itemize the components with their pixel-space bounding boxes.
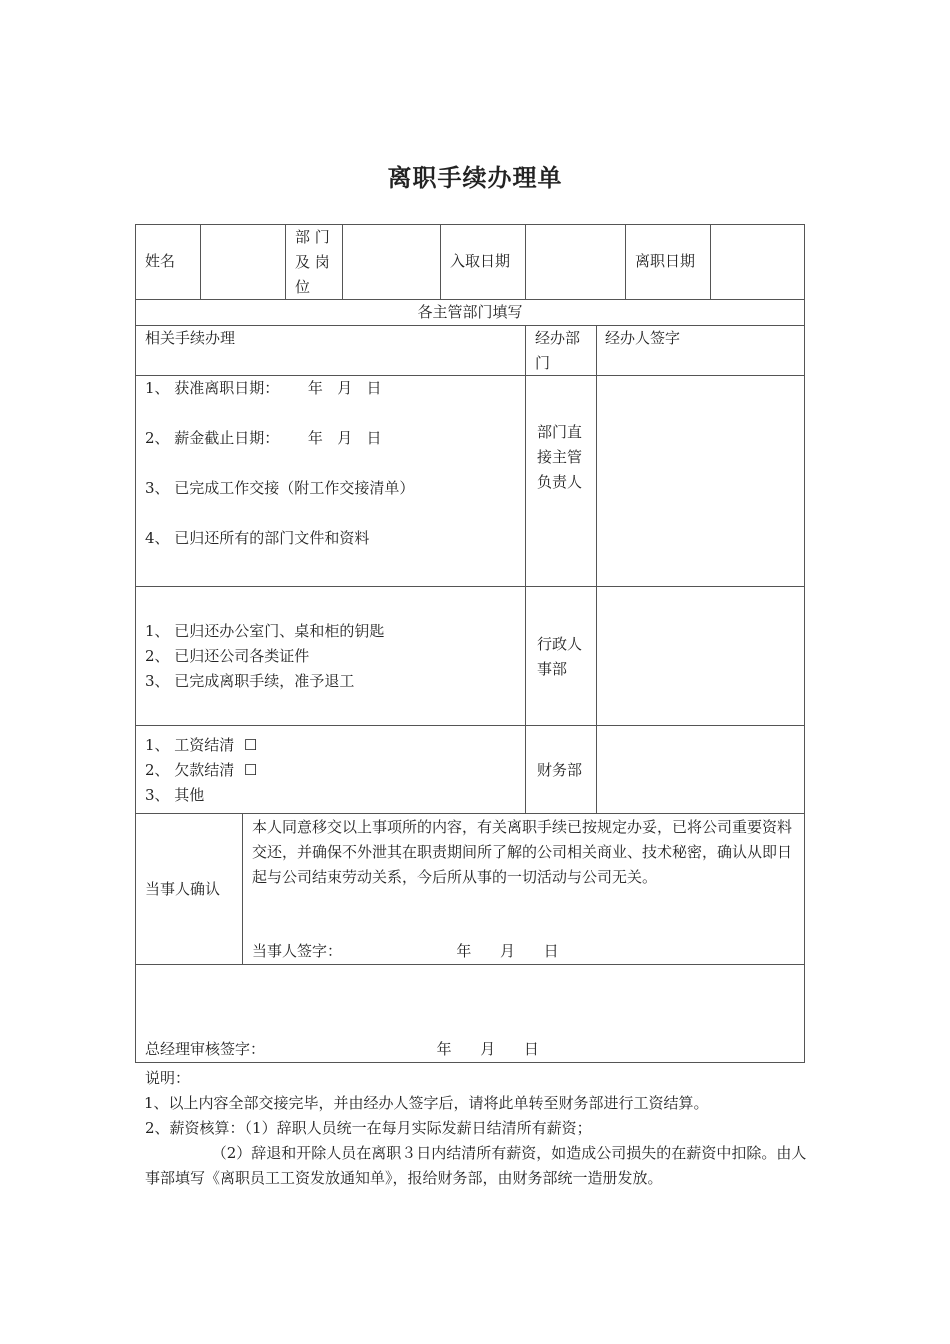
dept-supervisor-label: 部门直 接主管 负责人 <box>537 423 583 491</box>
notes <box>145 1066 815 1191</box>
list-item: 2、 薪金截止日期： 年 月 日 <box>145 429 382 447</box>
handling-dept-header: 经办部 门 <box>535 329 581 372</box>
list-item: 1、 获准离职日期： 年 月 日 <box>145 379 382 397</box>
row-divider <box>135 725 805 726</box>
notes-line: 1、以上内容全部交接完毕，并由经办人签字后，请将此单转至财务部进行工资结算。 <box>144 1094 709 1112</box>
gm-signature-line: 总经理审核签字： 年 月 日 <box>145 1040 539 1058</box>
join-date-label: 入取日期 <box>450 252 511 270</box>
col-divider <box>625 224 626 299</box>
list-item: 1、 工资结清 ☐ <box>145 736 258 754</box>
procedures-header: 相关手续办理 <box>145 329 236 347</box>
col-divider <box>285 224 286 299</box>
party-signature-line: 当事人签字： 年 月 日 <box>252 942 559 960</box>
dept-position-label: 部 门 及 岗 位 <box>295 228 330 296</box>
col-divider <box>342 224 343 299</box>
row-divider <box>135 586 805 587</box>
col-divider <box>242 813 243 964</box>
list-item: 2、 欠款结清 ☐ <box>145 761 258 779</box>
notes-line: （2）辞退和开除人员在离职３日内结清所有薪资，如造成公司损失的在薪资中扣除。由人事部填写《离职员工工资发放通知单》，报给财务部，由财务部统一造册发放。 <box>145 1144 807 1187</box>
col-divider <box>596 325 597 813</box>
col-divider <box>710 224 711 299</box>
list-item: 1、 已归还办公室门、桌和柜的钥匙 <box>145 622 385 640</box>
confirm-statement: 本人同意移交以上事项所的内容，有关离职手续已按规定办妥，已将公司重要资料交还，并确保不外泄其在职责期间所了解的公司相关商业、技术秘密，确认从即日起与公司结束劳动关系，今后所从事的一切活动与公司无关。 <box>252 818 793 886</box>
admin-hr-label: 行政人 事部 <box>537 635 583 678</box>
row-divider <box>135 964 805 965</box>
name-label: 姓名 <box>145 252 176 270</box>
col-divider <box>440 224 441 299</box>
leave-date-label: 离职日期 <box>635 252 696 270</box>
form-title: 离职手续办理单 <box>387 163 563 192</box>
col-divider <box>525 224 526 299</box>
notes-line: 2、薪资核算：（1）辞职人员统一在每月实际发薪日结清所有薪资； <box>145 1119 592 1137</box>
list-item: 3、 已完成离职手续，准予退工 <box>145 672 355 690</box>
list-item: 2、 已归还公司各类证件 <box>145 647 310 665</box>
list-item: 3、 其他 <box>145 786 205 804</box>
section-title: 各主管部门填写 <box>417 303 523 321</box>
row-divider <box>135 325 805 326</box>
signature-header: 经办人签字 <box>605 329 681 347</box>
row-divider <box>135 813 805 814</box>
list-item: 3、 已完成工作交接（附工作交接清单） <box>145 479 415 497</box>
confirm-label: 当事人确认 <box>145 880 221 898</box>
notes-heading: 说明： <box>145 1069 191 1087</box>
list-item: 4、 已归还所有的部门文件和资料 <box>145 529 370 547</box>
col-divider <box>200 224 201 299</box>
finance-dept-label: 财务部 <box>537 761 583 779</box>
col-divider <box>525 325 526 813</box>
